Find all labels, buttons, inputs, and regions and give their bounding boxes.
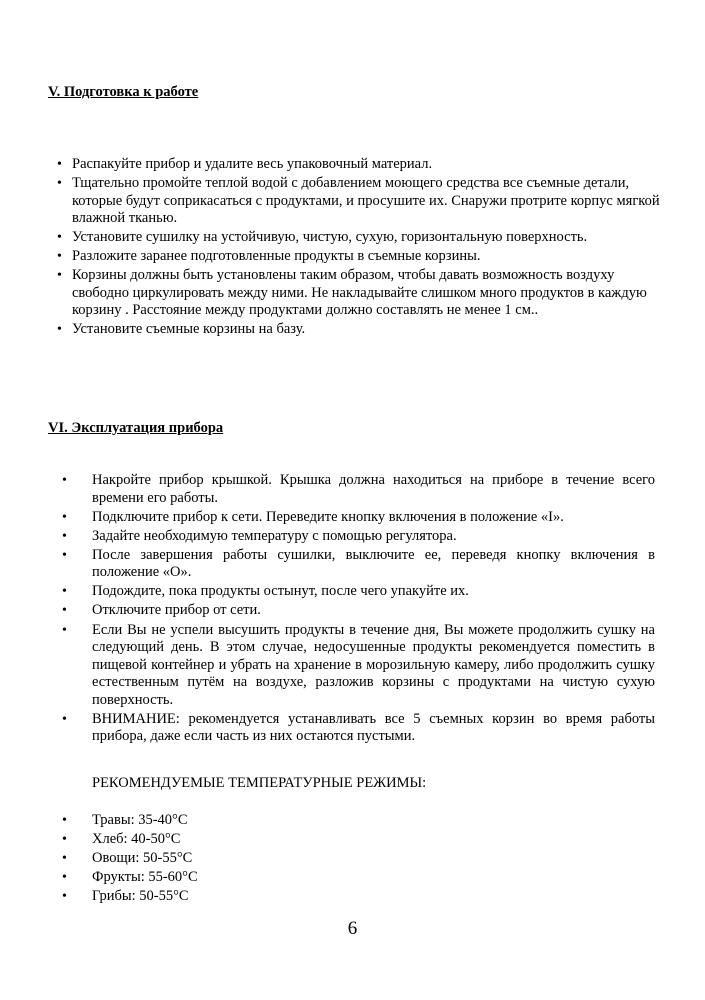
list-item: [57, 229, 662, 247]
bullet-icon: •: [62, 711, 67, 727]
bullet-icon: •: [62, 547, 67, 563]
bullet-icon: •: [62, 584, 67, 600]
list-item-text: Подождите, пока продукты остынут, после чего упакуйте их.: [92, 583, 469, 600]
bullet-icon: •: [62, 870, 67, 886]
section-6-title: VI. Эксплуатация прибора: [48, 420, 224, 436]
list-item-text: Распакуйте прибор и удалите весь упаковочный материал.: [72, 156, 433, 172]
list-item: [62, 621, 655, 710]
list-item: [62, 812, 392, 830]
bullet-icon: •: [62, 851, 67, 867]
bullet-icon: •: [62, 889, 67, 905]
list-item-text: После завершения работы сушилки, выключите ее, переведя кнопку включения в положение «O».: [92, 546, 655, 581]
temperature-list: [62, 812, 392, 907]
list-item-text: Разложите заранее подготовленные продукты в съемные корзины.: [72, 248, 481, 265]
list-item: [62, 583, 655, 601]
list-item: [62, 850, 392, 868]
bullet-icon: •: [62, 509, 67, 525]
list-item-text: Подключите прибор к сети. Переведите кнопку включения в положение «I».: [92, 508, 564, 525]
list-item-text: ВНИМАНИЕ: рекомендуется устанавливать все 5 съемных корзин во время работы прибора, даже если часть из них остаются пустыми.: [92, 710, 655, 745]
list-item-text: Установите съемные корзины на базу.: [72, 321, 306, 338]
list-item-text: Травы: 35-40°С: [92, 812, 188, 828]
bullet-icon: •: [57, 157, 62, 172]
bullet-icon: •: [57, 322, 62, 338]
operation-list: [62, 472, 655, 747]
bullet-icon: •: [62, 622, 67, 638]
list-item: [57, 321, 662, 339]
list-item-text: Тщательно промойте теплой водой с добавлением моющего средства все съемные детали, которые будут соприкасаться с продуктами, и просушите их. Снаружи протрите корпус мягкой влажной тканью.: [72, 175, 660, 227]
section-5-title: V. Подготовка к работе: [48, 84, 199, 100]
list-item: [57, 248, 662, 266]
list-item: [62, 869, 392, 887]
list-item-text: Если Вы не успели высушить продукты в течение дня, Вы можете продолжить сушку на следующий день. В этом случае, недосушенные продукты рекомендуется поместить в пищевой контейнер и убрать на хранение в морозильную камеру, либо продолжить сушку естественным путём на воздухе, разложив корзины с продуктами на чистую сухую поверхность.: [92, 621, 655, 708]
list-item: [62, 472, 655, 507]
list-item-text: Отключите прибор от сети.: [92, 602, 261, 619]
list-item: [62, 602, 655, 620]
bullet-icon: •: [62, 473, 67, 488]
list-item-text: Накройте прибор крышкой. Крышка должна находиться на приборе в течение всего времени его работы.: [92, 472, 655, 506]
list-item: [62, 710, 655, 746]
list-item-text: Хлеб: 40-50°С: [92, 831, 181, 848]
bullet-icon: •: [57, 230, 62, 246]
bullet-icon: •: [62, 603, 67, 619]
temperature-modes-title: РЕКОМЕНДУЕМЫЕ ТЕМПЕРАТУРНЫЕ РЕЖИМЫ:: [92, 775, 427, 791]
list-item-text: Грибы: 50-55°С: [92, 888, 189, 905]
list-item: [62, 527, 655, 546]
preparation-list: [57, 156, 662, 341]
page-number: 6: [347, 918, 358, 939]
list-item: [62, 831, 392, 849]
list-item: [57, 267, 662, 320]
list-item: [57, 175, 662, 228]
list-item: [62, 546, 655, 582]
list-item: [62, 888, 392, 906]
bullet-icon: •: [62, 832, 67, 848]
list-item-text: Фрукты: 55-60°С: [92, 869, 198, 886]
list-item: [57, 156, 662, 174]
list-item-text: Овощи: 50-55°С: [92, 850, 193, 867]
list-item-text: Корзины должны быть установлены таким образом, чтобы давать возможность воздуху свободно циркулировать между ними. Не накладывайте слишком много продуктов в каждую корзину . Расстояние между продуктами должно составлять не менее 1 см..: [72, 267, 647, 319]
bullet-icon: •: [57, 268, 62, 284]
bullet-icon: •: [57, 249, 62, 265]
bullet-icon: •: [62, 813, 67, 828]
list-item-text: Установите сушилку на устойчивую, чистую, сухую, горизонтальную поверхность.: [72, 229, 588, 246]
list-item-text: Задайте необходимую температуру с помощью регулятора.: [92, 527, 457, 544]
bullet-icon: •: [57, 176, 62, 192]
list-item: [62, 508, 655, 527]
bullet-icon: •: [62, 528, 67, 544]
